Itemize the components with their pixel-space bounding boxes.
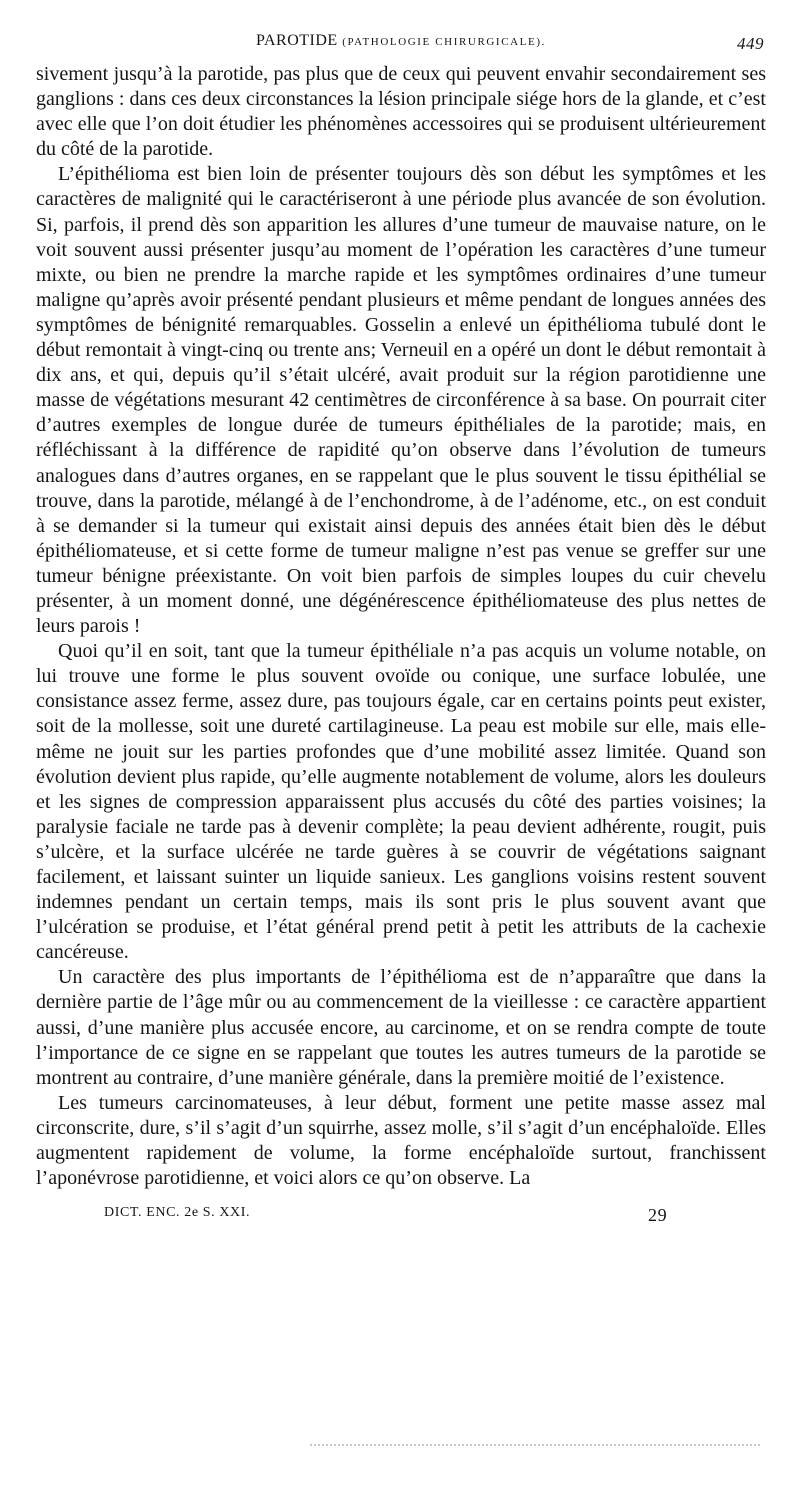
page-footer — [36, 1205, 766, 1235]
paragraph: Les tumeurs carcinomateuses, à leur début, forment une petite masse assez mal circonscrite, dure, s’il s’agit d’un squirrhe, assez molle, s’il s’agit d’un encéphaloïde. Elles augmentent rapidement de volume, la forme encéphaloïde surtout, franchissent l’aponévrose parotidienne, et voici alors ce qu’on observe. La — [36, 1091, 766, 1190]
paragraph: Un caractère des plus importants de l’épithélioma est de n’apparaître que dans la dernière partie de l’âge mûr ou au commencement de la vieillesse : ce caractère appartient aussi, d’une manière plus accusée encore, au carcinome, et on se rendra compte de toute l’importance de ce signe en se rappelant que toutes les autres tumeurs de la parotide se montrent au contraire, d’une manière générale, dans la première moitié de l’existence. — [36, 966, 766, 1089]
signature-mark: DICT. ENC. 2e S. XXI. — [104, 1205, 251, 1221]
paragraph: sivement jusqu’à la parotide, pas plus que de ceux qui peuvent envahir secondairement ses ganglions : dans ces deux circonstances la lésion principale siége hors de la glande, et c’est avec elle que l’on doit étudier les phénomènes accessoires qui se produisent ultérieurement du côté de la parotide. — [36, 63, 766, 161]
page-number: 449 — [737, 34, 764, 53]
paragraph: L’épithélioma est bien loin de présenter toujours dès son début les symptômes et les caractères de malignité qui le caractériseront à une période plus avancée de son évolution. Si, parfois, il prend dès son apparition les allures d’une tumeur de mauvaise nature, on le voit souvent aussi présenter jusqu’au moment de l’opération les caractères d’une tumeur mixte, ou bien ne prendre la marche rapide et les symptômes ordinaires d’une tumeur maligne qu’après avoir présenté pendant plusieurs et même pendant de longues années des symptômes de bénignité remarquables. Gosselin a enlevé un épithélioma tubulé dont le début remontait à vingt-cinq ou trente ans; Verneuil en a opéré un dont le début remontait à dix ans, et qui, depuis qu’il s’était ulcéré, avait produit sur la région parotidienne une masse de végétations mesurant 42 centimètres de circonférence à sa base. On pourrait citer d’autres exemples de longue durée de tumeurs épithéliales de la parotide; mais, en réfléchissant à la différence de rapidité qu’on observe dans l’évolution de tumeurs analogues dans d’autres organes, en se rappelant que le plus souvent le tissu épithélial se trouve, dans la parotide, mélangé à de l’enchondrome, à de l’adénome, etc., on est conduit à se demander si la tumeur qui existait ainsi depuis des années était bien dès le début épithéliomateuse, et si cette forme de tumeur maligne n’est pas venue se greffer sur une tumeur bénigne préexistante. On voit bien parfois de simples loupes du cuir chevelu présenter, à un moment donné, une dégénérescence épithéliomateuse des plus nettes de leurs parois ! — [36, 163, 766, 638]
running-head — [36, 28, 766, 62]
running-title-main: PAROTIDE — [256, 32, 338, 49]
body-text — [36, 62, 766, 1191]
running-title — [36, 32, 766, 50]
paragraph: Quoi qu’il en soit, tant que la tumeur épithéliale n’a pas acquis un volume notable, on lui trouve une forme le plus souvent ovoïde ou conique, une surface lobulée, une consistance assez ferme, assez dure, pas toujours égale, car en certains points peut exister, soit de la mollesse, soit une dureté cartilagineuse. La peau est mobile sur elle, mais elle-même ne jouit sur les parties profondes que d’une mobilité assez limitée. Quand son évolution devient plus rapide, qu’elle augmente notablement de volume, alors les douleurs et les signes de compression apparaissent plus accusés du côté des parties voisines; la paralysie faciale ne tarde pas à devenir complète; la peau devient adhérente, rougit, puis s’ulcère, et la surface ulcérée ne tarde guères à se couvrir de végétations saignant facilement, et laissant suinter un liquide sanieux. Les ganglions voisins restent souvent indemnes pendant un certain temps, mais ils sont pris le plus souvent avant que l’ulcération se produise, et l’état général prend petit à petit les attributs de la cachexie cancéreuse. — [36, 640, 766, 964]
gathering-number: 29 — [648, 1205, 668, 1226]
running-title-sub: (PATHOLOGIE CHIRURGICALE). — [342, 36, 546, 48]
document-page — [36, 28, 766, 1235]
show-through-line — [310, 1444, 760, 1446]
